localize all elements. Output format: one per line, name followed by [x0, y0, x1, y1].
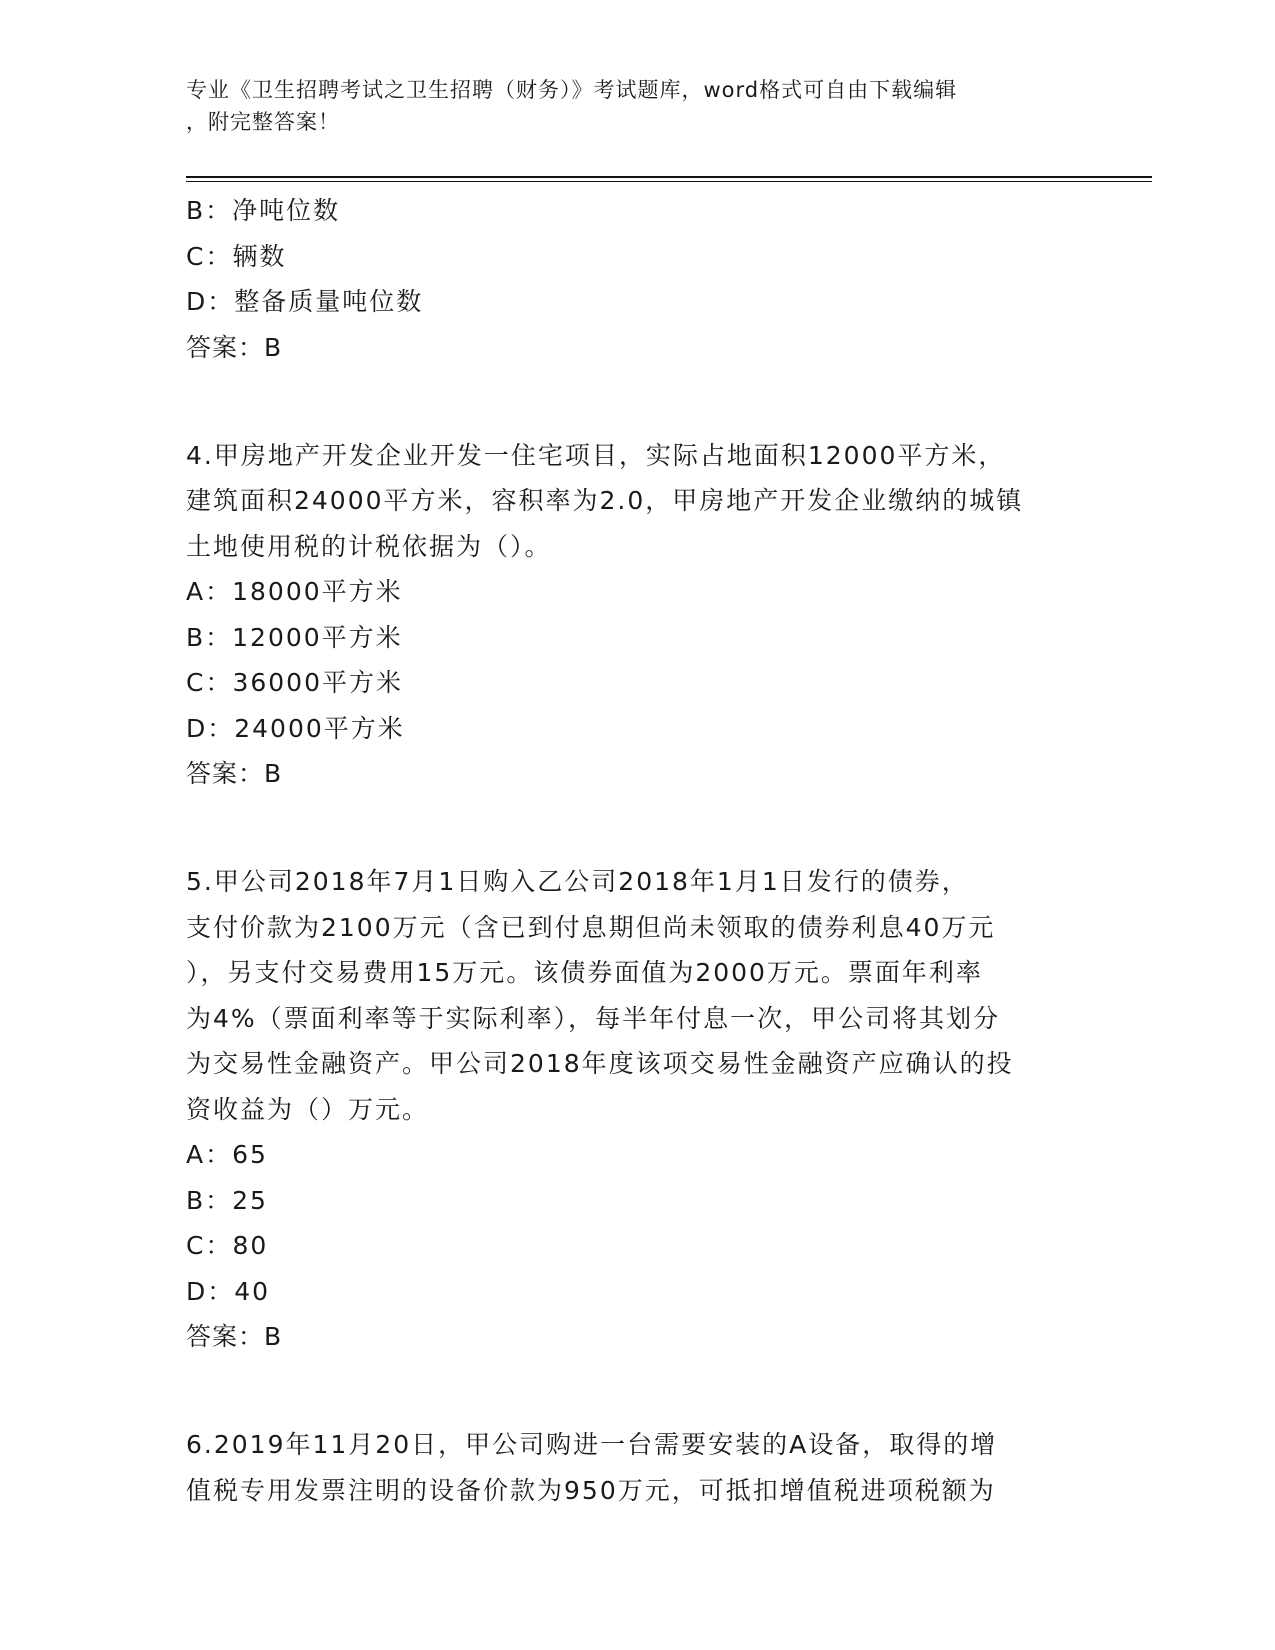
- question-stem-line: 资收益为（）万元。: [186, 1094, 430, 1124]
- option-d: D：24000平方米: [186, 713, 405, 743]
- question-4: [186, 433, 1086, 798]
- question-stem-line: 支付价款为2100万元（含已到付息期但尚未领取的债券利息40万元: [186, 912, 996, 942]
- option-d: D：40: [186, 1276, 271, 1306]
- answer-line: 答案：B: [186, 759, 283, 788]
- option-c: C：36000平方米: [186, 668, 403, 697]
- question-stem-line: 值税专用发票注明的设备价款为950万元，可抵扣增值税进项税额为: [186, 1475, 996, 1505]
- question-stem-line: 4.甲房地产开发企业开发一住宅项目，实际占地面积12000平方米，: [186, 440, 1006, 470]
- header-divider-thin: [186, 181, 1152, 182]
- question-stem-line: 为交易性金融资产。甲公司2018年度该项交易性金融资产应确认的投: [186, 1049, 1014, 1078]
- option-c: C：80: [186, 1231, 269, 1260]
- answer-line: 答案：B: [186, 332, 283, 362]
- question-stem-line: 建筑面积24000平方米，容积率为2.0，甲房地产开发企业缴纳的城镇: [186, 486, 1024, 515]
- question-stem-line: 6.2019年11月20日，甲公司购进一台需要安装的A设备，取得的增: [186, 1430, 998, 1459]
- question-6: [186, 1422, 1086, 1513]
- header-divider-thick: [186, 176, 1152, 178]
- question-stem-line: 为4%（票面利率等于实际利率），每半年付息一次，甲公司将其划分: [186, 1003, 1001, 1033]
- option-a: A：18000平方米: [186, 577, 403, 606]
- answer-line: 答案：B: [186, 1322, 283, 1351]
- question-stem-line: ），另支付交易费用15万元。该债券面值为2000万元。票面年利率: [186, 958, 983, 987]
- option-b: B：25: [186, 1185, 268, 1215]
- document-header: [186, 74, 1086, 138]
- option-c: C：辆数: [186, 241, 287, 271]
- header-line-1: 专业《卫生招聘考试之卫生招聘（财务）》考试题库，word格式可自由下载编辑: [186, 78, 958, 102]
- option-b: B：12000平方米: [186, 622, 403, 652]
- document-body: [186, 188, 1086, 1513]
- option-a: A：65: [186, 1140, 268, 1169]
- question-stem-line: 5.甲公司2018年7月1日购入乙公司2018年1月1日发行的债券，: [186, 867, 969, 896]
- option-b: B：净吨位数: [186, 196, 341, 225]
- question-5: [186, 859, 1086, 1360]
- header-line-2: ，附完整答案！: [186, 110, 340, 134]
- question-3-tail: [186, 188, 1086, 371]
- option-d: D：整备质量吨位数: [186, 287, 424, 316]
- question-stem-line: 土地使用税的计税依据为（）。: [186, 531, 552, 561]
